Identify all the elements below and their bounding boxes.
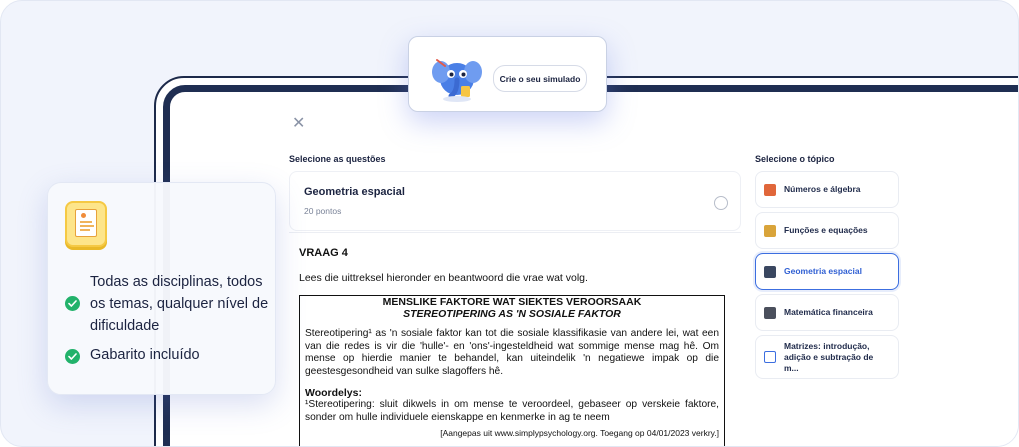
worksheet-icon [65,201,107,247]
doc-paragraph: Stereotipering¹ as 'n sosiale faktor kan tot die sosiale klassifikasie van andere lei, wat een van die redes is vir die 'hulle'- en 'ons'-ingesteldheid wat sommige mense mag hê. Om mense op hierdie manier te behandel, kan uiteindelik 'n negatiewe impak op die geestesgesondheid van sulke slagoffers hê. [305,328,719,377]
doc-heading: VRAAG 4 [299,247,348,259]
topic-label: Geometria espacial [784,266,862,276]
doc-source: [Aangepas uit www.simplypsychology.org. Toegang op 04/01/2023 verkry.] [440,428,719,438]
topics-label: Selecione o tópico [755,154,835,164]
topic-geometria-espacial[interactable] [755,253,899,290]
chart-icon [764,225,776,237]
topic-label: Matemática financeira [784,307,873,317]
close-icon[interactable]: ✕ [292,115,306,132]
doc-glossary-definition: ¹Stereotipering: sluit dikwels in om mense te veroordeel, gebaseer op verskeie faktore, sonder om hulle individuele eienskappe en kenmerke in ag te neem [305,399,719,423]
doc-glossary-heading: Woordelys: [305,387,362,399]
question-points: 20 pontos [304,206,342,216]
question-radio[interactable] [714,196,728,210]
shapes-icon [764,266,776,278]
matrix-icon [764,351,776,363]
elephant-mascot-icon [427,46,487,106]
question-document [289,232,741,447]
doc-box-subtitle: STEREOTIPERING AS 'N SOSIALE FAKTOR [403,308,621,320]
doc-box-title: MENSLIKE FAKTORE WAT SIEKTES VEROORSAAK [382,296,642,308]
feature-all-subjects: Todas as disciplinas, todos os temas, qualquer nível de dificuldade [90,274,269,334]
question-card[interactable] [289,171,741,231]
create-exam-bubble[interactable]: Crie o seu simulado [493,65,587,92]
topic-matrizes[interactable] [755,335,899,379]
feature-answer-key: Gabarito incluído [90,347,200,363]
doc-intro: Lees die uittreksel hieronder en beantwoord die vrae wat volg. [299,272,588,284]
device-screen [163,85,1019,447]
topic-funcoes-equacoes[interactable] [755,212,899,249]
topic-label: Matrizes: introdução, adição e subtração de m... [784,340,874,373]
doc-excerpt-box [299,295,725,447]
features-card [47,182,276,395]
calculator-icon [764,307,776,319]
questions-label: Selecione as questões [289,154,386,164]
check-icon [65,296,80,311]
create-exam-badge[interactable] [408,36,607,112]
topic-list [755,171,899,383]
question-title: Geometria espacial [304,186,405,198]
topic-label: Funções e equações [784,225,868,235]
topic-label: Números e álgebra [784,184,861,194]
topic-matematica-financeira[interactable] [755,294,899,331]
check-icon [65,349,80,364]
topic-numeros-algebra[interactable] [755,171,899,208]
numbers-icon [764,184,776,196]
